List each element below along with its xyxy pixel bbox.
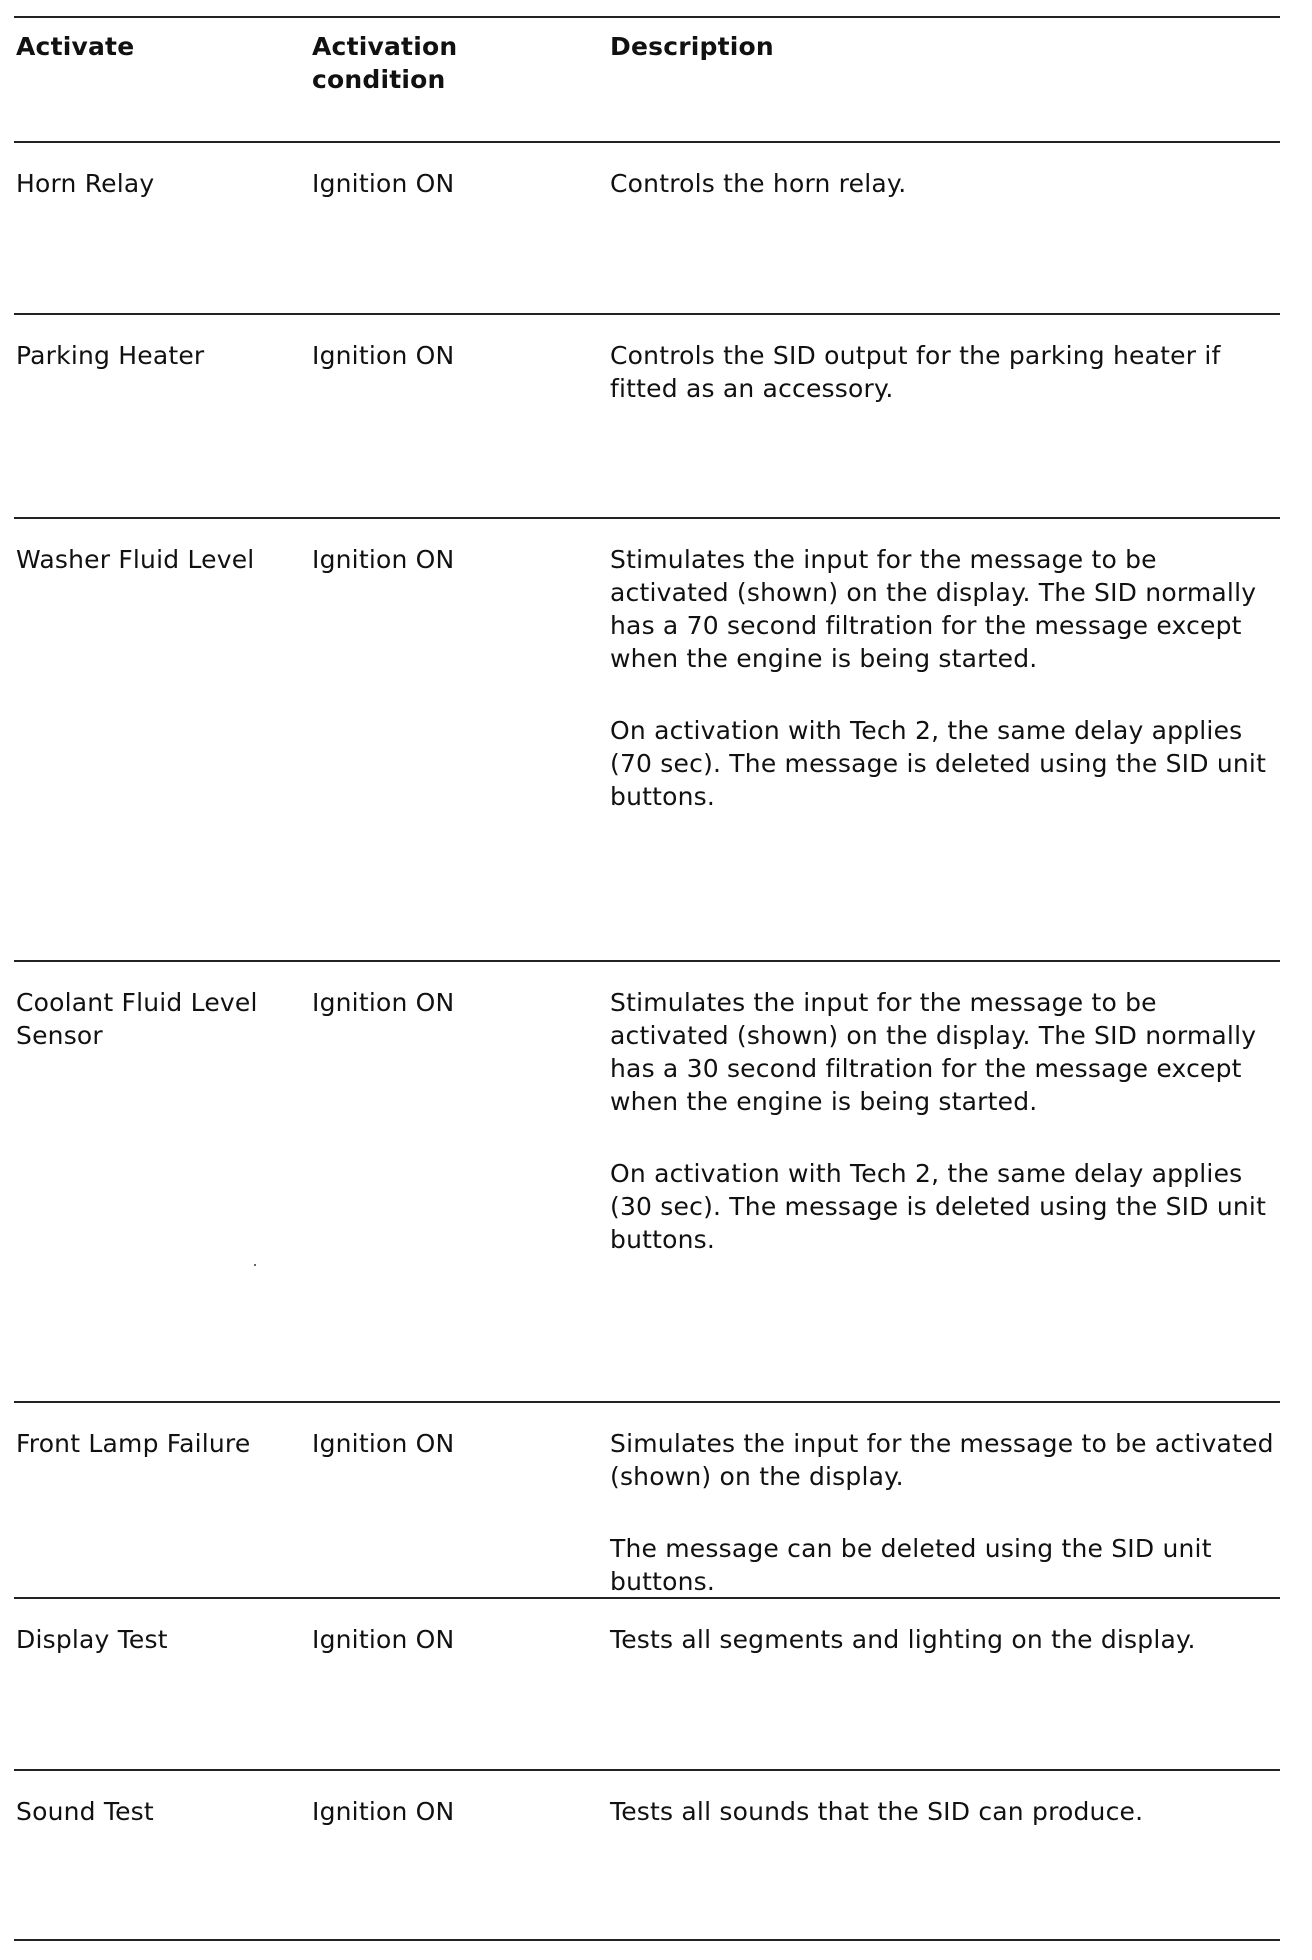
row-description: [610, 519, 1280, 813]
row-condition: Ignition ON: [312, 341, 455, 370]
description-paragraph: The message can be deleted using the SID unit buttons.: [610, 1534, 1212, 1596]
table-bottom-rule: [14, 1939, 1280, 1941]
table-row: [14, 141, 1280, 313]
row-activate: Horn Relay: [16, 169, 155, 198]
description-paragraph: On activation with Tech 2, the same delay applies (30 sec). The message is deleted using the SID unit buttons.: [610, 1159, 1267, 1254]
table-row: [14, 1769, 1280, 1939]
row-condition: Ignition ON: [312, 1797, 455, 1826]
row-description: [610, 1771, 1280, 1828]
row-description: [610, 962, 1280, 1256]
row-condition: Ignition ON: [312, 988, 455, 1017]
description-paragraph: Tests all segments and lighting on the display.: [610, 1625, 1196, 1654]
row-activate: Front Lamp Failure: [16, 1429, 251, 1458]
header-activation-condition: Activation condition: [312, 32, 458, 94]
table-row: [14, 313, 1280, 517]
row-description: [610, 1403, 1280, 1598]
row-condition: Ignition ON: [312, 1429, 455, 1458]
description-paragraph: Stimulates the input for the message to be activated (shown) on the display. The SID normally has a 70 second filtration for the message except when the engine is being started.: [610, 545, 1257, 673]
table-row: [14, 517, 1280, 960]
activation-table: [14, 16, 1280, 1941]
description-paragraph: Controls the horn relay.: [610, 169, 907, 198]
description-paragraph: On activation with Tech 2, the same delay applies (70 sec). The message is deleted using the SID unit buttons.: [610, 716, 1267, 811]
table-row: [14, 1597, 1280, 1769]
row-condition: Ignition ON: [312, 169, 455, 198]
scan-speck: [254, 1264, 256, 1266]
row-description: [610, 1599, 1280, 1656]
table-header-row: [14, 16, 1280, 141]
description-paragraph: Tests all sounds that the SID can produce.: [610, 1797, 1144, 1826]
row-activate: Sound Test: [16, 1797, 154, 1826]
row-condition: Ignition ON: [312, 545, 455, 574]
row-activate: Display Test: [16, 1625, 168, 1654]
row-condition: Ignition ON: [312, 1625, 455, 1654]
table-row: [14, 1401, 1280, 1597]
row-activate: Coolant Fluid Level Sensor: [16, 988, 258, 1050]
row-description: [610, 315, 1280, 405]
description-paragraph: Stimulates the input for the message to be activated (shown) on the display. The SID normally has a 30 second filtration for the message except when the engine is being started.: [610, 988, 1257, 1116]
header-activate: Activate: [16, 32, 135, 61]
row-activate: Washer Fluid Level: [16, 545, 255, 574]
header-description: Description: [610, 32, 774, 61]
description-paragraph: Controls the SID output for the parking heater if fitted as an accessory.: [610, 341, 1221, 403]
description-paragraph: Simulates the input for the message to be activated (shown) on the display.: [610, 1429, 1274, 1491]
table-row: [14, 960, 1280, 1401]
row-activate: Parking Heater: [16, 341, 205, 370]
row-description: [610, 143, 1280, 200]
